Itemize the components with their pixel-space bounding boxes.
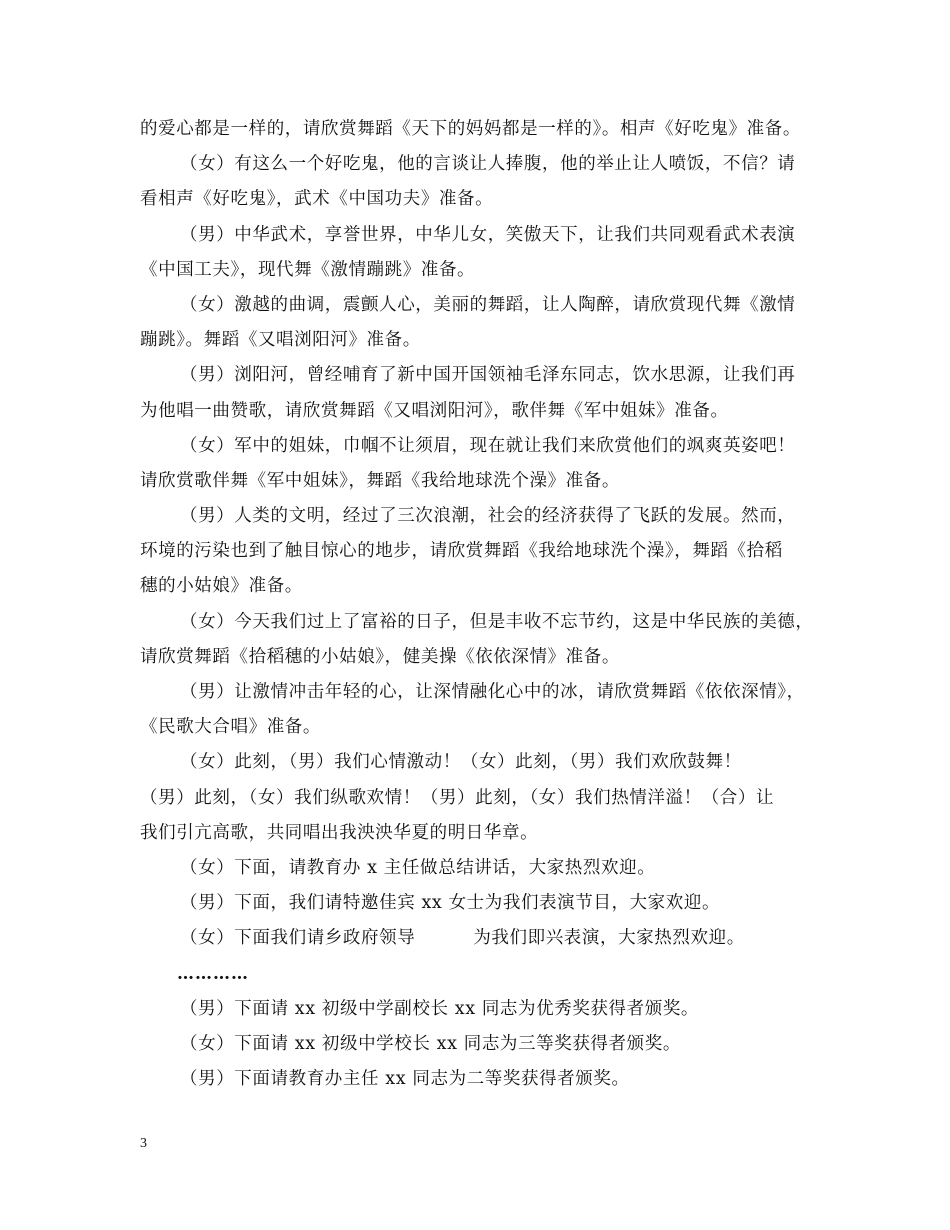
text-line: 《民歌大合唱》准备。 — [140, 717, 321, 738]
text-line: （男）让激情冲击年轻的心，让深情融化心中的冰，请欣赏舞蹈《依依深情》， — [180, 682, 805, 702]
text-line: （男）下面请教育办主任 xx 同志为二等奖获得者颁奖。 — [180, 1069, 630, 1090]
text-line: 环境的污染也到了触目惊心的地步，请欣赏舞蹈《我给地球洗个澡》，舞蹈《拾稻 — [140, 541, 783, 562]
closing-lines — [140, 992, 830, 1098]
text-line: （男）下面请 xx 初级中学副校长 xx 同志为优秀奖获得者颁奖。 — [180, 998, 700, 1019]
ellipsis-dots: ………… — [177, 963, 249, 984]
gap-line-before: （女）下面我们请乡政府领导 — [180, 928, 416, 949]
text-line: （女）军中的姐妹，巾帼不让须眉，现在就让我们来欣赏他们的飒爽英姿吧！ — [180, 435, 796, 456]
paragraph-lines — [140, 112, 830, 921]
text-line: 请欣赏舞蹈《拾稻穗的小姑娘》，健美操《依依深情》准备。 — [140, 646, 620, 667]
gap-line-after: 为我们即兴表演，大家热烈欢迎。 — [473, 928, 745, 949]
text-line: 我们引亢高歌，共同唱出我泱泱华夏的明日华章。 — [140, 822, 539, 843]
text-line: （男）人类的文明，经过了三次浪潮，社会的经济获得了飞跃的发展。然而， — [180, 506, 796, 527]
text-line: （女）有这么一个好吃鬼，他的言谈让人捧腹，他的举止让人喷饭，不信？请 — [180, 154, 796, 175]
text-line: （男）中华武术，享誉世界，中华儿女，笑傲天下，让我们共同观看武术表演 — [180, 224, 796, 245]
text-line: （女）激越的曲调，震颤人心，美丽的舞蹈，让人陶醉，请欣赏现代舞《激情 — [180, 294, 796, 315]
text-line: 的爱心都是一样的，请欣赏舞蹈《天下的妈妈都是一样的》。相声《好吃鬼》准备。 — [140, 119, 801, 139]
page-number: 3 — [140, 1136, 147, 1151]
text-line: 《中国工夫》，现代舞《激情蹦跳》准备。 — [140, 259, 476, 280]
text-line: 为他唱一曲赞歌，请欣赏舞蹈《又唱浏阳河》，歌伴舞《军中姐妹》准备。 — [140, 400, 729, 421]
text-line: （女）今天我们过上了富裕的日子，但是丰收不忘节约，这是中华民族的美德， — [180, 611, 814, 632]
text-line: 请欣赏歌伴舞《军中姐妹》，舞蹈《我给地球洗个澡》准备。 — [140, 470, 620, 491]
text-line: （女）下面，请教育办 x 主任做总结讲话，大家热烈欢迎。 — [180, 857, 656, 878]
document-body — [140, 112, 830, 1097]
text-line: （男）此刻，（女）我们纵歌欢情！（男）此刻，（女）我们热情洋溢！（合）让 — [140, 787, 775, 808]
text-line: 蹦跳》。舞蹈《又唱浏阳河》准备。 — [140, 330, 421, 351]
text-line: （女）下面请 xx 初级中学校长 xx 同志为三等奖获得者颁奖。 — [180, 1033, 681, 1054]
text-line: （男）浏阳河，曾经哺育了新中国开国领袖毛泽东同志，饮水思源，让我们再 — [180, 365, 796, 386]
text-line: 穗的小姑娘》准备。 — [140, 576, 303, 597]
text-line: 看相声《好吃鬼》，武术《中国功夫》准备。 — [140, 189, 494, 210]
text-line: （女）此刻，（男）我们心情激动！（女）此刻，（男）我们欢欣鼓舞！ — [180, 752, 742, 773]
text-line: （男）下面，我们请特邀佳宾 xx 女士为我们表演节目，大家欢迎。 — [180, 893, 721, 914]
text-line-gap — [140, 921, 830, 956]
